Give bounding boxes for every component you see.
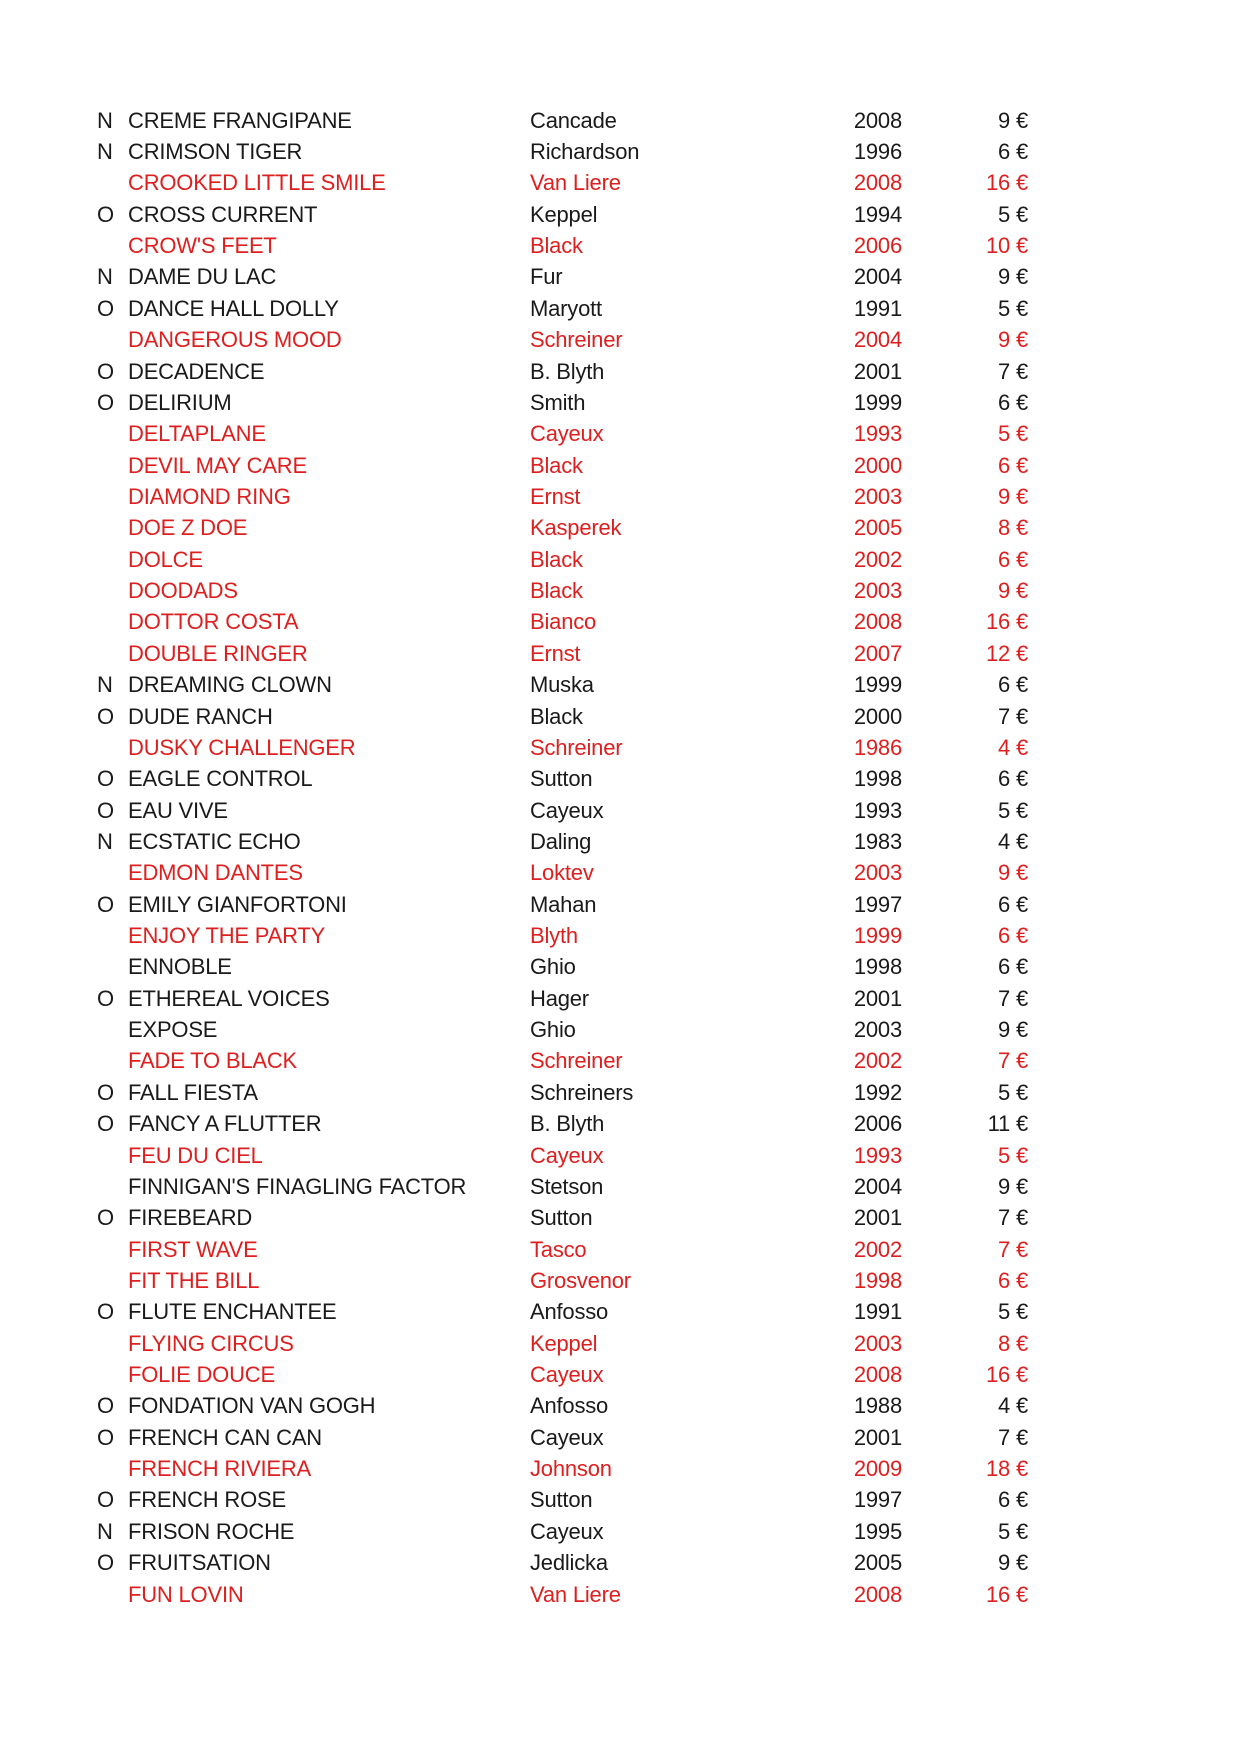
breeder-cell: Anfosso: [530, 1299, 609, 1325]
price-cell: 7 €: [998, 1048, 1028, 1074]
name-cell: DELIRIUM: [128, 389, 232, 415]
price-cell: 6 €: [998, 672, 1028, 698]
name-cell: FRENCH ROSE: [128, 1487, 286, 1513]
year-cell: 2009: [853, 1456, 902, 1482]
breeder-cell: Tasco: [530, 1236, 587, 1262]
name-cell: FEU DU CIEL: [128, 1142, 263, 1168]
year-cell: 1997: [853, 1487, 902, 1513]
table-row: [0, 732, 1241, 763]
table-row: [0, 199, 1241, 230]
table-row: [0, 356, 1241, 387]
year-cell: 1998: [853, 766, 902, 792]
breeder-cell: Fur: [530, 264, 563, 290]
price-cell: 16 €: [985, 609, 1028, 635]
year-cell: 2001: [853, 1424, 902, 1450]
name-cell: DREAMING CLOWN: [128, 672, 332, 698]
table-row: [0, 1234, 1241, 1265]
year-cell: 2003: [853, 1330, 902, 1356]
name-cell: FIREBEARD: [128, 1205, 253, 1231]
price-cell: 6 €: [998, 766, 1028, 792]
price-cell: 7 €: [998, 1236, 1028, 1262]
name-cell: ENJOY THE PARTY: [128, 923, 326, 949]
flag-cell: O: [97, 1111, 114, 1137]
price-cell: 9 €: [998, 327, 1028, 353]
table-row: [0, 764, 1241, 795]
breeder-cell: Cayeux: [530, 1518, 604, 1544]
breeder-cell: Black: [530, 703, 583, 729]
flag-cell: O: [97, 766, 114, 792]
table-row: [0, 1485, 1241, 1516]
year-cell: 2004: [853, 264, 902, 290]
year-cell: 2006: [853, 1111, 902, 1137]
year-cell: 2004: [853, 327, 902, 353]
name-cell: FRENCH CAN CAN: [128, 1424, 322, 1450]
breeder-cell: Ernst: [530, 640, 581, 666]
year-cell: 1997: [853, 891, 902, 917]
breeder-cell: Sutton: [530, 1205, 593, 1231]
year-cell: 1993: [853, 797, 902, 823]
breeder-cell: Ghio: [530, 1017, 576, 1043]
price-cell: 6 €: [998, 452, 1028, 478]
flag-cell: O: [97, 1487, 114, 1513]
table-row: [0, 1579, 1241, 1610]
name-cell: DECADENCE: [128, 358, 265, 384]
table-row: [0, 1453, 1241, 1484]
price-cell: 8 €: [998, 1330, 1028, 1356]
table-row: [0, 387, 1241, 418]
table-row: [0, 1140, 1241, 1171]
price-cell: 18 €: [985, 1456, 1028, 1482]
table-row: [0, 920, 1241, 951]
breeder-cell: Mahan: [530, 891, 597, 917]
name-cell: DANCE HALL DOLLY: [128, 295, 339, 321]
name-cell: FOLIE DOUCE: [128, 1362, 275, 1388]
name-cell: ECSTATIC ECHO: [128, 828, 301, 854]
flag-cell: O: [97, 985, 114, 1011]
price-cell: 6 €: [998, 923, 1028, 949]
table-row: [0, 575, 1241, 606]
year-cell: 1991: [853, 1299, 902, 1325]
table-row: [0, 669, 1241, 700]
table-row: [0, 450, 1241, 481]
breeder-cell: Kasperek: [530, 515, 622, 541]
table-row: [0, 1203, 1241, 1234]
price-cell: 6 €: [998, 1267, 1028, 1293]
year-cell: 1992: [853, 1079, 902, 1105]
year-cell: 2008: [853, 1581, 902, 1607]
flag-cell: N: [97, 1518, 113, 1544]
name-cell: FONDATION VAN GOGH: [128, 1393, 376, 1419]
price-cell: 9 €: [998, 107, 1028, 133]
year-cell: 2002: [853, 1048, 902, 1074]
year-cell: 2007: [853, 640, 902, 666]
price-cell: 9 €: [998, 1550, 1028, 1576]
flag-cell: O: [97, 1079, 114, 1105]
name-cell: CREME FRANGIPANE: [128, 107, 352, 133]
price-cell: 6 €: [998, 1487, 1028, 1513]
name-cell: DOUBLE RINGER: [128, 640, 308, 666]
name-cell: EAGLE CONTROL: [128, 766, 313, 792]
table-row: [0, 1014, 1241, 1045]
year-cell: 2001: [853, 358, 902, 384]
breeder-cell: Sutton: [530, 1487, 593, 1513]
table-row: [0, 325, 1241, 356]
price-cell: 5 €: [998, 295, 1028, 321]
breeder-cell: Cayeux: [530, 797, 604, 823]
year-cell: 1996: [853, 139, 902, 165]
breeder-cell: Keppel: [530, 201, 598, 227]
name-cell: DOLCE: [128, 546, 203, 572]
flag-cell: O: [97, 1299, 114, 1325]
breeder-cell: Daling: [530, 828, 592, 854]
breeder-cell: Schreiner: [530, 1048, 623, 1074]
name-cell: FLUTE ENCHANTEE: [128, 1299, 337, 1325]
table-row: [0, 1516, 1241, 1547]
breeder-cell: Van Liere: [530, 170, 621, 196]
breeder-cell: Maryott: [530, 295, 602, 321]
name-cell: DOODADS: [128, 578, 238, 604]
name-cell: DUSKY CHALLENGER: [128, 734, 356, 760]
year-cell: 2008: [853, 609, 902, 635]
breeder-cell: Grosvenor: [530, 1267, 631, 1293]
price-cell: 10 €: [985, 233, 1028, 259]
year-cell: 1998: [853, 1267, 902, 1293]
price-list: [0, 105, 1241, 1610]
breeder-cell: Ernst: [530, 483, 581, 509]
breeder-cell: Blyth: [530, 923, 578, 949]
table-row: [0, 1422, 1241, 1453]
flag-cell: O: [97, 201, 114, 227]
table-row: [0, 262, 1241, 293]
flag-cell: O: [97, 295, 114, 321]
price-cell: 7 €: [998, 985, 1028, 1011]
breeder-cell: Cancade: [530, 107, 617, 133]
table-row: [0, 481, 1241, 512]
price-cell: 7 €: [998, 1424, 1028, 1450]
price-cell: 7 €: [998, 1205, 1028, 1231]
flag-cell: N: [97, 264, 113, 290]
breeder-cell: Black: [530, 546, 583, 572]
name-cell: CROSS CURRENT: [128, 201, 318, 227]
price-cell: 16 €: [985, 1362, 1028, 1388]
name-cell: FLYING CIRCUS: [128, 1330, 294, 1356]
name-cell: DOE Z DOE: [128, 515, 248, 541]
price-cell: 6 €: [998, 546, 1028, 572]
breeder-cell: Johnson: [530, 1456, 612, 1482]
flag-cell: N: [97, 828, 113, 854]
price-cell: 9 €: [998, 1017, 1028, 1043]
name-cell: DAME DU LAC: [128, 264, 277, 290]
table-row: [0, 1359, 1241, 1390]
price-cell: 5 €: [998, 201, 1028, 227]
table-row: [0, 136, 1241, 167]
breeder-cell: Muska: [530, 672, 594, 698]
price-cell: 6 €: [998, 891, 1028, 917]
name-cell: EXPOSE: [128, 1017, 218, 1043]
price-cell: 5 €: [998, 1518, 1028, 1544]
breeder-cell: B. Blyth: [530, 1111, 605, 1137]
breeder-cell: Sutton: [530, 766, 593, 792]
name-cell: ETHEREAL VOICES: [128, 985, 330, 1011]
flag-cell: O: [97, 358, 114, 384]
name-cell: ENNOBLE: [128, 954, 232, 980]
breeder-cell: Schreiner: [530, 734, 623, 760]
flag-cell: N: [97, 107, 113, 133]
breeder-cell: Loktev: [530, 860, 594, 886]
breeder-cell: Van Liere: [530, 1581, 621, 1607]
year-cell: 2003: [853, 578, 902, 604]
year-cell: 1999: [853, 672, 902, 698]
flag-cell: O: [97, 1424, 114, 1450]
price-cell: 5 €: [998, 797, 1028, 823]
table-row: [0, 889, 1241, 920]
name-cell: DIAMOND RING: [128, 483, 291, 509]
breeder-cell: Cayeux: [530, 1142, 604, 1168]
name-cell: EDMON DANTES: [128, 860, 303, 886]
year-cell: 1999: [853, 923, 902, 949]
price-cell: 16 €: [985, 1581, 1028, 1607]
year-cell: 1988: [853, 1393, 902, 1419]
year-cell: 1993: [853, 1142, 902, 1168]
year-cell: 1993: [853, 421, 902, 447]
price-cell: 6 €: [998, 954, 1028, 980]
price-cell: 9 €: [998, 860, 1028, 886]
name-cell: FUN LOVIN: [128, 1581, 244, 1607]
name-cell: FIRST WAVE: [128, 1236, 258, 1262]
price-cell: 4 €: [998, 828, 1028, 854]
price-cell: 6 €: [998, 139, 1028, 165]
table-row: [0, 983, 1241, 1014]
name-cell: DEVIL MAY CARE: [128, 452, 307, 478]
year-cell: 1999: [853, 389, 902, 415]
price-cell: 7 €: [998, 703, 1028, 729]
name-cell: DOTTOR COSTA: [128, 609, 299, 635]
breeder-cell: Black: [530, 233, 583, 259]
price-cell: 5 €: [998, 1142, 1028, 1168]
table-row: [0, 1548, 1241, 1579]
price-cell: 9 €: [998, 1173, 1028, 1199]
table-row: [0, 544, 1241, 575]
year-cell: 1983: [853, 828, 902, 854]
price-cell: 7 €: [998, 358, 1028, 384]
price-cell: 16 €: [985, 170, 1028, 196]
flag-cell: O: [97, 1205, 114, 1231]
year-cell: 2004: [853, 1173, 902, 1199]
year-cell: 2001: [853, 985, 902, 1011]
name-cell: FADE TO BLACK: [128, 1048, 297, 1074]
year-cell: 2005: [853, 1550, 902, 1576]
breeder-cell: Bianco: [530, 609, 597, 635]
breeder-cell: Hager: [530, 985, 589, 1011]
year-cell: 2000: [853, 452, 902, 478]
breeder-cell: Black: [530, 578, 583, 604]
table-row: [0, 513, 1241, 544]
price-cell: 5 €: [998, 1299, 1028, 1325]
price-cell: 11 €: [987, 1111, 1028, 1137]
breeder-cell: Cayeux: [530, 1362, 604, 1388]
table-row: [0, 795, 1241, 826]
table-row: [0, 1265, 1241, 1296]
year-cell: 2005: [853, 515, 902, 541]
year-cell: 2008: [853, 1362, 902, 1388]
breeder-cell: Jedlicka: [530, 1550, 608, 1576]
name-cell: FRISON ROCHE: [128, 1518, 295, 1544]
breeder-cell: Schreiner: [530, 327, 623, 353]
price-cell: 12 €: [985, 640, 1028, 666]
price-cell: 6 €: [998, 389, 1028, 415]
price-cell: 9 €: [998, 578, 1028, 604]
name-cell: CRIMSON TIGER: [128, 139, 303, 165]
year-cell: 1998: [853, 954, 902, 980]
year-cell: 2000: [853, 703, 902, 729]
table-row: [0, 1328, 1241, 1359]
name-cell: EAU VIVE: [128, 797, 228, 823]
table-row: [0, 638, 1241, 669]
breeder-cell: Smith: [530, 389, 586, 415]
year-cell: 2003: [853, 860, 902, 886]
year-cell: 1995: [853, 1518, 902, 1544]
table-row: [0, 1077, 1241, 1108]
breeder-cell: Schreiners: [530, 1079, 634, 1105]
year-cell: 2003: [853, 483, 902, 509]
table-row: [0, 293, 1241, 324]
flag-cell: O: [97, 797, 114, 823]
name-cell: FRENCH RIVIERA: [128, 1456, 311, 1482]
breeder-cell: Cayeux: [530, 421, 604, 447]
table-row: [0, 826, 1241, 857]
flag-cell: N: [97, 672, 113, 698]
breeder-cell: B. Blyth: [530, 358, 605, 384]
year-cell: 2001: [853, 1205, 902, 1231]
price-cell: 4 €: [998, 734, 1028, 760]
year-cell: 2002: [853, 1236, 902, 1262]
year-cell: 1994: [853, 201, 902, 227]
price-cell: 9 €: [998, 264, 1028, 290]
breeder-cell: Black: [530, 452, 583, 478]
table-row: [0, 1171, 1241, 1202]
flag-cell: O: [97, 1393, 114, 1419]
name-cell: FINNIGAN'S FINAGLING FACTOR: [128, 1173, 467, 1199]
year-cell: 2008: [853, 107, 902, 133]
name-cell: CROOKED LITTLE SMILE: [128, 170, 386, 196]
name-cell: EMILY GIANFORTONI: [128, 891, 347, 917]
table-row: [0, 105, 1241, 136]
table-row: [0, 230, 1241, 261]
price-cell: 8 €: [998, 515, 1028, 541]
table-row: [0, 952, 1241, 983]
name-cell: DELTAPLANE: [128, 421, 266, 447]
year-cell: 2002: [853, 546, 902, 572]
table-row: [0, 607, 1241, 638]
year-cell: 1991: [853, 295, 902, 321]
name-cell: FIT THE BILL: [128, 1267, 260, 1293]
table-row: [0, 1109, 1241, 1140]
table-row: [0, 168, 1241, 199]
flag-cell: O: [97, 891, 114, 917]
price-cell: 5 €: [998, 1079, 1028, 1105]
name-cell: FALL FIESTA: [128, 1079, 258, 1105]
table-row: [0, 419, 1241, 450]
flag-cell: O: [97, 1550, 114, 1576]
breeder-cell: Anfosso: [530, 1393, 609, 1419]
table-row: [0, 701, 1241, 732]
flag-cell: O: [97, 389, 114, 415]
breeder-cell: Keppel: [530, 1330, 598, 1356]
breeder-cell: Cayeux: [530, 1424, 604, 1450]
year-cell: 1986: [853, 734, 902, 760]
table-row: [0, 1046, 1241, 1077]
breeder-cell: Stetson: [530, 1173, 604, 1199]
price-cell: 9 €: [998, 483, 1028, 509]
flag-cell: O: [97, 703, 114, 729]
breeder-cell: Richardson: [530, 139, 640, 165]
table-row: [0, 1391, 1241, 1422]
table-row: [0, 858, 1241, 889]
year-cell: 2006: [853, 233, 902, 259]
price-cell: 4 €: [998, 1393, 1028, 1419]
flag-cell: N: [97, 139, 113, 165]
table-row: [0, 1297, 1241, 1328]
name-cell: FANCY A FLUTTER: [128, 1111, 322, 1137]
year-cell: 2003: [853, 1017, 902, 1043]
price-cell: 5 €: [998, 421, 1028, 447]
name-cell: CROW'S FEET: [128, 233, 277, 259]
name-cell: DUDE RANCH: [128, 703, 273, 729]
breeder-cell: Ghio: [530, 954, 576, 980]
year-cell: 2008: [853, 170, 902, 196]
name-cell: DANGEROUS MOOD: [128, 327, 342, 353]
name-cell: FRUITSATION: [128, 1550, 271, 1576]
